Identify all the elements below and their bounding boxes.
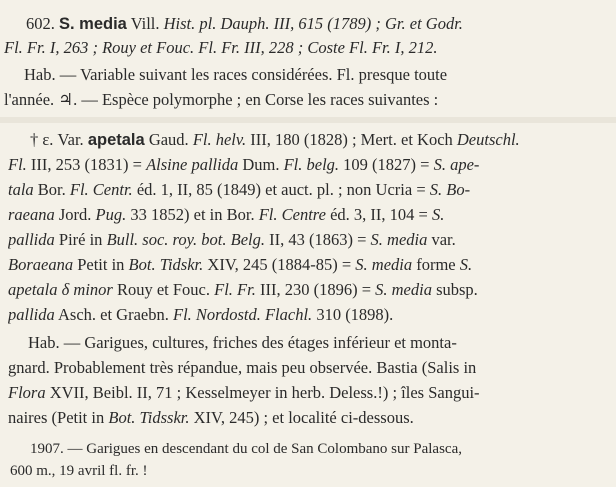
observation-line-1: 1907. — Garigues en descendant du col de San Colombano sur Palasca, (30, 441, 462, 457)
entry-line-2 (4, 38, 616, 58)
observation-line-2: 600 m., 19 avril fl. fr. ! (10, 463, 148, 479)
species-author: Vill. (130, 14, 160, 33)
variety-line-3: tala Bor. Fl. Centr. éd. 1, II, 85 (1849) et auct. pl. ; non Ucria = S. Bo- (8, 180, 471, 199)
variety-habitat-2: gnard. Probablement très répandue, mais peu observée. Bastia (Salis in (8, 358, 477, 377)
variety-habitat-3: Flora XVII, Beibl. II, 71 ; Kesselmeyer in herb. Deless.!) ; îles Sangui- (8, 383, 480, 402)
entry-number: 602. (26, 14, 55, 33)
variety-habitat-1: Hab. — Garigues, cultures, friches des étages inférieur et monta- (28, 333, 457, 352)
entry-habitat-1: Hab. — Variable suivant les races considérées. Fl. presque toute (24, 65, 448, 84)
variety-habitat-4: naires (Petit in Bot. Tidsskr. XIV, 245) ; et localité ci-dessous. (8, 408, 414, 427)
variety-line-4: raeana Jord. Pug. 33 1852) et in Bor. Fl. Centre éd. 3, II, 104 = S. (8, 205, 445, 224)
variety-name: apetala (87, 131, 145, 149)
variety-line-8: pallida Asch. et Graebn. Fl. Nordostd. Flachl. 310 (1898). (8, 305, 394, 324)
species-name: S. media (59, 15, 127, 33)
entry-line-1 (26, 14, 616, 34)
variety-line-7: apetala δ minor Rouy et Fouc. Fl. Fr. III, 230 (1896) = S. media subsp. (8, 280, 478, 299)
section-separator (0, 117, 616, 123)
variety-line-2: Fl. III, 253 (1831) = Alsine pallida Dum. Fl. belg. 109 (1827) = S. ape- (8, 155, 480, 174)
entry-refs-2: Fl. Fr. I, 263 ; Rouy et Fouc. Fl. Fr. III, 228 ; Coste Fl. Fr. I, 212. (4, 38, 438, 57)
variety-line-6: Boraeana Petit in Bot. Tidskr. XIV, 245 (1884-85) = S. media forme S. (8, 255, 473, 274)
variety-line-5: pallida Piré in Bull. soc. roy. bot. Belg. II, 43 (1863) = S. media var. (8, 230, 456, 249)
variety-line-1: † ε. Var. apetala Gaud. Fl. helv. III, 180 (1828) ; Mert. et Koch Deutschl. (30, 130, 520, 149)
entry-habitat-2: l'année. ♃. — Espèce polymorphe ; en Corse les races suivantes : (4, 90, 439, 109)
entry-refs-1: Hist. pl. Dauph. III, 615 (1789) ; Gr. et Godr. (163, 14, 463, 33)
